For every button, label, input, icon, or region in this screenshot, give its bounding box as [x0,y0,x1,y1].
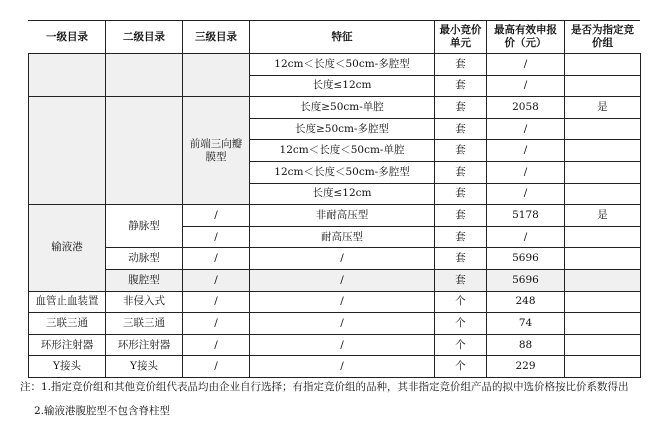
level1-cell: 输液港 [29,205,106,291]
table-row [29,205,641,227]
level1-cell: Y接头 [29,356,106,378]
unit-cell: 套 [435,140,487,162]
price-cell: / [487,183,565,205]
header-level1: 一级目录 [29,21,106,54]
designated-cell [565,334,641,356]
feature-cell: / [250,334,435,356]
level1-cell [29,54,106,97]
unit-cell: 套 [435,161,487,183]
feature-cell: / [250,269,435,291]
level2-cell: 动脉型 [106,248,183,270]
level1-cell: 血管止血装置 [29,291,106,313]
header-level2: 二级目录 [106,21,183,54]
designated-cell [565,75,641,97]
level2-cell: 静脉型 [106,205,183,248]
note-line-2: 2.输液港腹腔型不包含脊柱型 [34,405,171,417]
header-level3: 三级目录 [183,21,250,54]
level2-cell: Y接头 [106,356,183,378]
price-cell: 74 [487,313,565,335]
level3-cell: 前端三向瓣膜型 [183,97,250,205]
designated-cell [565,161,641,183]
price-cell: 248 [487,291,565,313]
price-cell: / [487,140,565,162]
unit-cell: 套 [435,183,487,205]
level2-cell: 非侵入式 [106,291,183,313]
price-cell: / [487,75,565,97]
price-cell: 5696 [487,248,565,270]
header-unit: 最小竞价单元 [435,21,487,54]
feature-cell: 长度≥50cm-多腔型 [250,118,435,140]
level1-cell: 环形注射器 [29,334,106,356]
level2-cell: 环形注射器 [106,334,183,356]
level2-cell: 三联三通 [106,313,183,335]
feature-cell: 耐高压型 [250,226,435,248]
designated-cell [565,356,641,378]
designated-cell: 是 [565,97,641,119]
unit-cell: 套 [435,75,487,97]
feature-cell: 12cm＜长度＜50cm-多腔型 [250,54,435,76]
level1-cell [29,97,106,205]
level1-cell: 三联三通 [29,313,106,335]
designated-cell [565,248,641,270]
table-row [29,248,641,270]
table-row [29,54,641,76]
level2-cell [106,54,183,97]
feature-cell: 非耐高压型 [250,205,435,227]
unit-cell: 套 [435,205,487,227]
header-price: 最高有效申报价（元） [487,21,565,54]
price-cell: 229 [487,356,565,378]
table-header-row [29,21,641,54]
unit-cell: 套 [435,54,487,76]
price-cell: 5178 [487,205,565,227]
footnotes [20,380,650,418]
table-row [29,97,641,119]
feature-cell: 长度≤12cm [250,75,435,97]
level2-cell [106,97,183,205]
header-designated: 是否为指定竞价组 [565,21,641,54]
designated-cell [565,54,641,76]
feature-cell: 长度≤12cm [250,183,435,205]
level3-cell [183,54,250,97]
level3-cell: / [183,291,250,313]
unit-cell: 套 [435,118,487,140]
level3-cell: / [183,205,250,227]
unit-cell: 套 [435,248,487,270]
price-cell: 88 [487,334,565,356]
designated-cell [565,291,641,313]
table-row [29,291,641,313]
level3-cell: / [183,334,250,356]
price-cell: / [487,226,565,248]
level3-cell: / [183,269,250,291]
designated-cell [565,140,641,162]
unit-cell: 个 [435,291,487,313]
level3-cell: / [183,313,250,335]
table-row [29,334,641,356]
price-cell: / [487,118,565,140]
price-table [28,20,641,378]
price-cell: 5696 [487,269,565,291]
unit-cell: 个 [435,356,487,378]
designated-cell [565,313,641,335]
level2-cell: 腹腔型 [106,269,183,291]
feature-cell: 12cm＜长度＜50cm-单腔 [250,140,435,162]
designated-cell [565,183,641,205]
designated-cell [565,118,641,140]
price-cell: / [487,54,565,76]
price-cell: / [487,161,565,183]
table-row [29,356,641,378]
feature-cell: 12cm＜长度＜50cm-多腔型 [250,161,435,183]
header-feature: 特征 [250,21,435,54]
designated-cell [565,226,641,248]
table-row [29,269,641,291]
note-line-1: 注：1.指定竞价组和其他竞价组代表品均由企业自行选择；有指定竞价组的品种，其非指定竞价组产品的拟中选价格按比价系数得出 [20,381,629,393]
feature-cell: / [250,313,435,335]
level3-cell: / [183,248,250,270]
feature-cell: / [250,356,435,378]
feature-cell: 长度≥50cm-单腔 [250,97,435,119]
feature-cell: / [250,291,435,313]
designated-cell: 是 [565,205,641,227]
unit-cell: 套 [435,97,487,119]
feature-cell: / [250,248,435,270]
unit-cell: 套 [435,226,487,248]
unit-cell: 个 [435,313,487,335]
unit-cell: 套 [435,269,487,291]
table-row [29,313,641,335]
level3-cell: / [183,226,250,248]
level3-cell: / [183,356,250,378]
designated-cell [565,269,641,291]
unit-cell: 个 [435,334,487,356]
price-cell: 2058 [487,97,565,119]
